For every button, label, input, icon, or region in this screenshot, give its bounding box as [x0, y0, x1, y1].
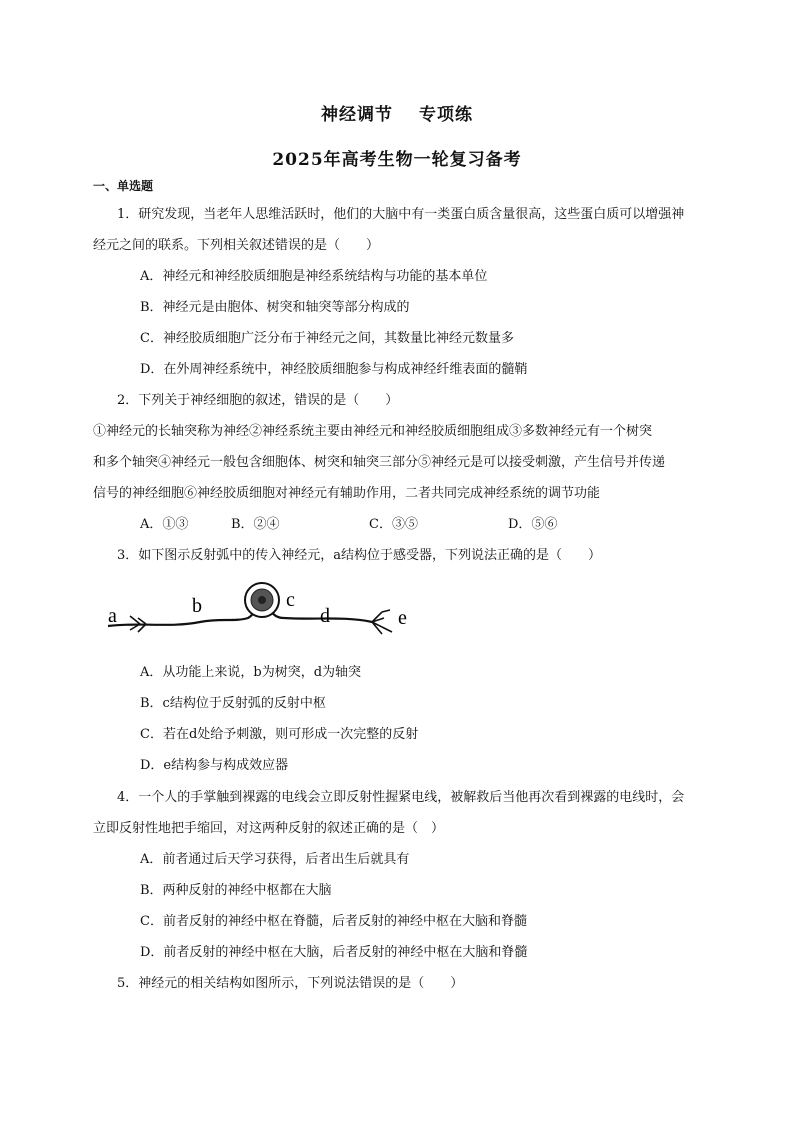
title-part2: 专项练 [419, 105, 473, 125]
label-d: d [320, 605, 330, 627]
q2-option-d: D．⑤⑥ [508, 517, 558, 532]
label-e: e [398, 607, 407, 629]
q3-option-a: A．从功能上来说，b为树突，d为轴突 [140, 665, 362, 680]
q4-stem-line2: 立即反射性地把手缩回，对这两种反射的叙述正确的是（ ） [93, 821, 445, 836]
nucleus [258, 596, 266, 604]
q3-option-b: B．c结构位于反射弧的反射中枢 [140, 696, 326, 711]
q2-body-line1: ①神经元的长轴突称为神经②神经系统主要由神经元和神经胶质细胞组成③多数神经元有一个树突 [93, 424, 653, 439]
label-b: b [192, 595, 202, 617]
q3-option-c: C．若在d处给予刺激，则可形成一次完整的反射 [140, 727, 419, 742]
q1-option-a: A．神经元和神经胶质细胞是神经系统结构与功能的基本单位 [140, 269, 488, 284]
q1-option-b: B．神经元是由胞体、树突和轴突等部分构成的 [140, 300, 410, 315]
q4-option-a: A．前者通过后天学习获得，后者出生后就具有 [140, 852, 410, 867]
terminal-branches [372, 610, 392, 634]
q2-option-c: C．③⑤ [369, 517, 418, 532]
section-heading: 一、单选题 [93, 179, 154, 193]
q1-stem-line2: 经元之间的联系。下列相关叙述错误的是（ ） [93, 238, 380, 253]
neuron-figure [100, 578, 420, 648]
q2-body-line2: 和多个轴突④神经元一般包含细胞体、树突和轴突三部分⑤神经元是可以接受刺激，产生信号并传递 [93, 455, 666, 470]
q1-stem-line1: 1．研究发现，当老年人思维活跃时，他们的大脑中有一类蛋白质含量很高，这些蛋白质可以增强神 [117, 207, 685, 222]
q4-option-d: D．前者反射的神经中枢在大脑，后者反射的神经中枢在大脑和脊髓 [140, 945, 528, 960]
q1-option-d: D．在外周神经系统中，神经胶质细胞参与构成神经纤维表面的髓鞘 [140, 362, 528, 377]
q2-stem: 2．下列关于神经细胞的叙述，错误的是（ ） [117, 393, 399, 408]
q4-option-b: B．两种反射的神经中枢都在大脑 [140, 883, 332, 898]
q3-option-d: D．e结构参与构成效应器 [140, 758, 289, 773]
q2-body-line3: 信号的神经细胞⑥神经胶质细胞对神经元有辅助作用，二者共同完成神经系统的调节功能 [93, 486, 601, 501]
page-subtitle: 2025年高考生物一轮复习备考 [272, 150, 522, 170]
q4-stem-line1: 4．一个人的手掌触到裸露的电线会立即反射性握紧电线，被解救后当他再次看到裸露的电线时，会 [117, 790, 685, 805]
q3-stem: 3．如下图示反射弧中的传入神经元，a结构位于感受器，下列说法正确的是（ ） [117, 548, 602, 563]
label-c: c [286, 589, 295, 611]
q4-option-c: C．前者反射的神经中枢在脊髓，后者反射的神经中枢在大脑和脊髓 [140, 914, 527, 929]
q5-stem: 5．神经元的相关结构如图所示，下列说法错误的是（ ） [117, 976, 464, 991]
label-a: a [108, 605, 117, 627]
title-part1: 神经调节 [321, 105, 393, 125]
q2-option-a: A．①③ [140, 517, 189, 532]
page-title [0, 100, 794, 125]
q2-option-b: B．②④ [231, 517, 280, 532]
q1-option-c: C．神经胶质细胞广泛分布于神经元之间，其数量比神经元数量多 [140, 331, 514, 346]
